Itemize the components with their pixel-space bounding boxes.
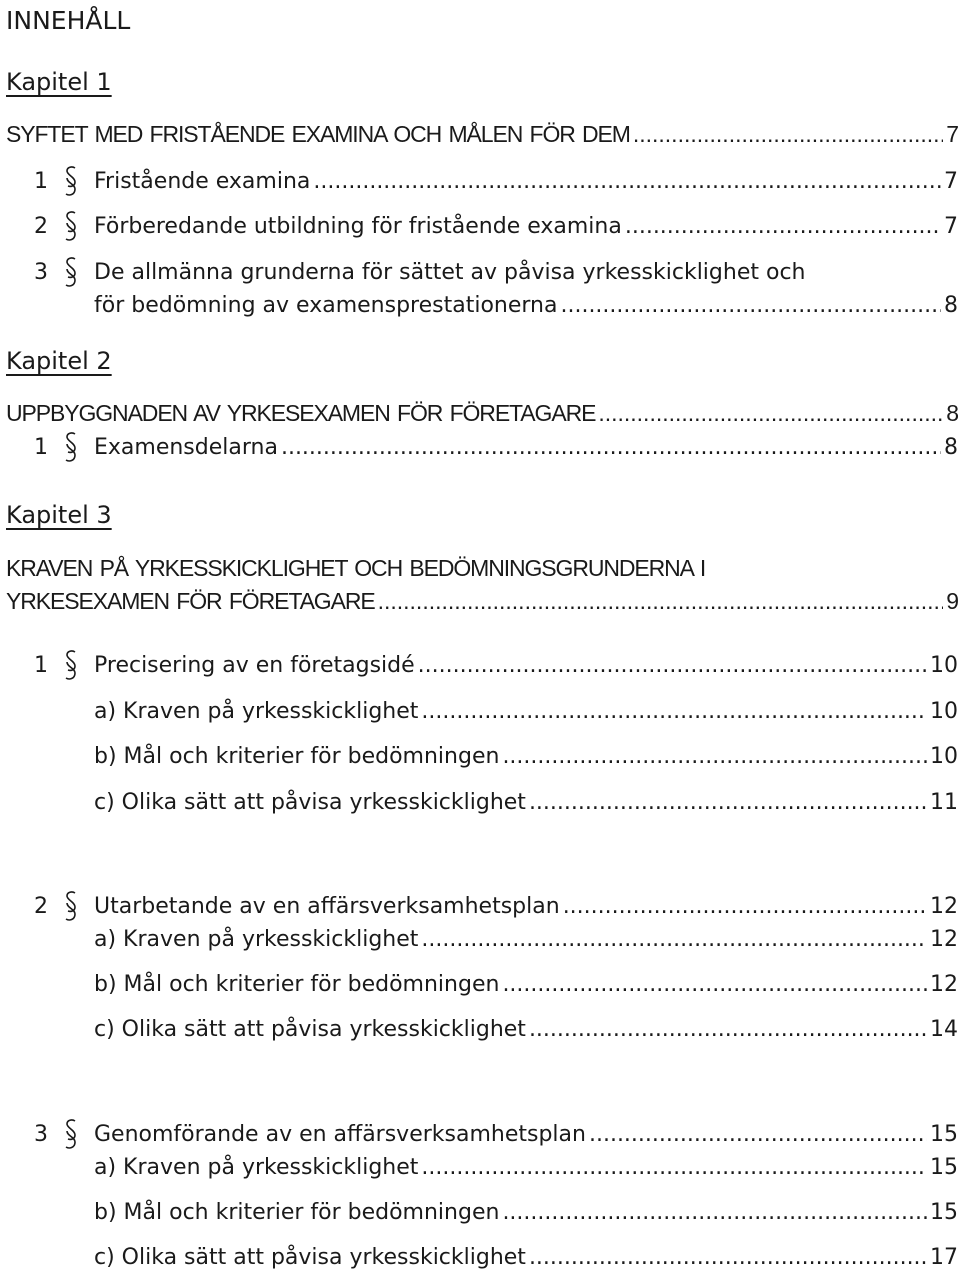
toc-entry-3-1[interactable] xyxy=(94,655,958,677)
toc-heading-text: SYFTET MED FRISTÅENDE EXAMINA OCH MÅLEN FÖR DEM xyxy=(6,121,630,147)
toc-subentry-3-2-c[interactable] xyxy=(94,1019,958,1041)
toc-heading-chapter-3-line-1[interactable]: KRAVEN PÅ YRKESSKICKLIGHET OCH BEDÖMNINGSGRUNDERNA I xyxy=(6,555,706,581)
dot-leader xyxy=(281,437,941,459)
section-symbol-icon xyxy=(64,648,78,686)
toc-entry-text-line-2: för bedömning av examensprestationerna xyxy=(94,293,558,318)
dot-leader xyxy=(633,123,943,146)
section-symbol-icon xyxy=(64,209,78,247)
dot-leader xyxy=(529,792,927,814)
page-number: 14 xyxy=(930,1017,958,1042)
toc-subentry-text: b) Mål och kriterier för bedömningen xyxy=(94,972,500,997)
toc-subentry-text: a) Kraven på yrkesskicklighet xyxy=(94,699,419,724)
toc-subentry-text: c) Olika sätt att påvisa yrkesskicklighet xyxy=(94,1017,526,1042)
dot-leader xyxy=(378,590,944,613)
toc-subentry-text: b) Mål och kriterier för bedömningen xyxy=(94,1200,500,1225)
toc-heading-chapter-1[interactable] xyxy=(6,123,958,146)
page-number: 7 xyxy=(944,214,958,239)
page-number: 7 xyxy=(944,169,958,194)
toc-entry-2-1[interactable] xyxy=(94,437,958,459)
page-number: 12 xyxy=(930,972,958,997)
dot-leader xyxy=(598,402,943,425)
toc-subentry-3-1-a[interactable] xyxy=(94,701,958,723)
toc-heading-chapter-3[interactable] xyxy=(6,590,958,613)
toc-entry-text: Precisering av en företagsidé xyxy=(94,653,415,678)
dot-leader xyxy=(529,1019,927,1041)
toc-subentry-3-2-a[interactable] xyxy=(94,929,958,951)
page-number: 7 xyxy=(946,121,958,147)
page-number: 12 xyxy=(930,894,958,919)
toc-entry-1-1[interactable] xyxy=(94,171,958,193)
page-number: 9 xyxy=(946,588,958,614)
toc-subentry-3-2-b[interactable] xyxy=(94,974,958,996)
toc-subentry-text: c) Olika sätt att påvisa yrkesskicklighet xyxy=(94,790,526,815)
page-number: 8 xyxy=(944,435,958,460)
chapter-2-label[interactable]: Kapitel 2 xyxy=(6,347,112,375)
toc-heading-text-line-2: YRKESEXAMEN FÖR FÖRETAGARE xyxy=(6,588,375,614)
chapter-3-label[interactable]: Kapitel 3 xyxy=(6,501,112,529)
toc-entry-3-3[interactable] xyxy=(94,1124,958,1146)
toc-subentry-3-1-b[interactable] xyxy=(94,746,958,768)
entry-number: 3 xyxy=(34,260,48,285)
dot-leader xyxy=(421,929,927,951)
toc-entry-1-2[interactable] xyxy=(94,216,958,238)
section-symbol-icon xyxy=(64,1117,78,1155)
toc-entry-text-line-1[interactable]: De allmänna grunderna för sättet av påvisa yrkesskicklighet och xyxy=(94,260,806,285)
entry-number: 1 xyxy=(34,169,48,194)
toc-heading-text: UPPBYGGNADEN AV YRKESEXAMEN FÖR FÖRETAGARE xyxy=(6,400,596,426)
toc-entry-text: Examensdelarna xyxy=(94,435,278,460)
page-number: 17 xyxy=(930,1245,958,1270)
section-symbol-icon xyxy=(64,430,78,468)
page-number: 8 xyxy=(946,400,958,426)
page-number: 8 xyxy=(944,293,958,318)
section-symbol-icon xyxy=(64,255,78,293)
toc-subentry-3-3-a[interactable] xyxy=(94,1157,958,1179)
entry-number: 3 xyxy=(34,1122,48,1147)
entry-number: 2 xyxy=(34,894,48,919)
dot-leader xyxy=(418,655,927,677)
toc-subentry-text: a) Kraven på yrkesskicklighet xyxy=(94,927,419,952)
toc-subentry-3-1-c[interactable] xyxy=(94,792,958,814)
dot-leader xyxy=(502,974,927,996)
toc-subentry-3-3-c[interactable] xyxy=(94,1247,958,1269)
toc-entry-text: Fristående examina xyxy=(94,169,311,194)
dot-leader xyxy=(421,1157,927,1179)
dot-leader xyxy=(625,216,941,238)
toc-subentry-3-3-b[interactable] xyxy=(94,1202,958,1224)
dot-leader xyxy=(502,1202,927,1224)
dot-leader xyxy=(502,746,927,768)
toc-entry-text: Förberedande utbildning för fristående examina xyxy=(94,214,622,239)
toc-subentry-text: c) Olika sätt att påvisa yrkesskicklighet xyxy=(94,1245,526,1270)
section-symbol-icon xyxy=(64,164,78,202)
chapter-1-label[interactable]: Kapitel 1 xyxy=(6,68,112,96)
page-number: 10 xyxy=(930,744,958,769)
toc-entry-text: Utarbetande av en affärsverksamhetsplan xyxy=(94,894,560,919)
toc-heading-chapter-2[interactable] xyxy=(6,402,958,425)
dot-leader xyxy=(313,171,941,193)
page-number: 15 xyxy=(930,1122,958,1147)
dot-leader xyxy=(563,896,927,918)
toc-entry-3-2[interactable] xyxy=(94,896,958,918)
dot-leader xyxy=(421,701,927,723)
page-number: 11 xyxy=(930,790,958,815)
page-number: 15 xyxy=(930,1200,958,1225)
dot-leader xyxy=(589,1124,927,1146)
page-number: 10 xyxy=(930,699,958,724)
page-number: 15 xyxy=(930,1155,958,1180)
toc-entry-text: Genomförande av en affärsverksamhetsplan xyxy=(94,1122,586,1147)
page-number: 12 xyxy=(930,927,958,952)
page-title: INNEHÅLL xyxy=(6,6,131,35)
toc-subentry-text: a) Kraven på yrkesskicklighet xyxy=(94,1155,419,1180)
entry-number: 1 xyxy=(34,653,48,678)
dot-leader xyxy=(560,295,941,317)
toc-subentry-text: b) Mål och kriterier för bedömningen xyxy=(94,744,500,769)
section-symbol-icon xyxy=(64,889,78,927)
page-number: 10 xyxy=(930,653,958,678)
dot-leader xyxy=(529,1247,927,1269)
entry-number: 2 xyxy=(34,214,48,239)
entry-number: 1 xyxy=(34,435,48,460)
toc-entry-1-3[interactable] xyxy=(94,295,958,317)
